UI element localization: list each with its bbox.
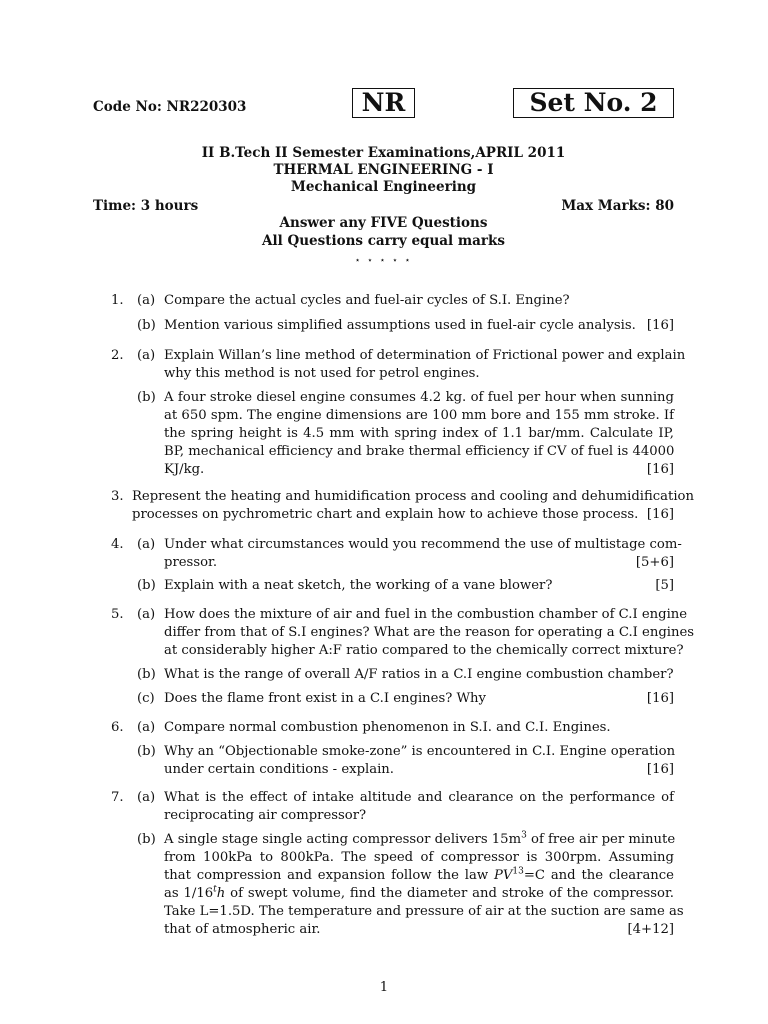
question-text-line: Explain Willan’s line method of determination of Frictional power and explain	[164, 348, 686, 363]
page-number: 1	[379, 980, 389, 995]
question-text-line: Represent the heating and humidification process and cooling and dehumidification	[132, 489, 694, 504]
text-segment: of swept volume, find the diameter and stroke of the compressor.	[225, 886, 674, 901]
question-text-line	[164, 831, 674, 849]
nr-box: NR	[352, 88, 415, 118]
question-number: 4.	[111, 537, 124, 552]
subpart-label: (a)	[137, 537, 156, 552]
question-text-line: Under what circumstances would you recommend the use of multistage com-	[164, 537, 682, 552]
subject-title: THERMAL ENGINEERING - I	[273, 162, 494, 178]
exam-title: II B.Tech II Semester Examinations,APRIL 2011	[201, 145, 566, 161]
question-text-line: reciprocating air compressor?	[164, 808, 367, 823]
question-text-line: Compare normal combustion phenomenon in S.I. and C.I. Engines.	[164, 720, 611, 735]
marks-label: [16]	[646, 507, 674, 522]
question-text-line: Explain with a neat sketch, the working of a vane blower?	[164, 578, 553, 593]
superscript: 3	[521, 830, 527, 841]
question-text-line: BP, mechanical efficiency and brake thermal efficiency if CV of fuel is 44000	[164, 444, 675, 459]
subpart-label: (b)	[137, 832, 156, 847]
subpart-label: (a)	[137, 348, 156, 363]
question-text-line: Compare the actual cycles and fuel-air cycles of S.I. Engine?	[164, 293, 570, 308]
question-text-line: Why an “Objectionable smoke-zone” is encountered in C.I. Engine operation	[164, 744, 676, 759]
question-text-line: from 100kPa to 800kPa. The speed of compressor is 300rpm. Assuming	[164, 850, 674, 865]
math-variable: h	[216, 886, 226, 901]
marks-label: [5]	[655, 578, 674, 593]
question-text-line: A four stroke diesel engine consumes 4.2 kg. of fuel per hour when sunning	[164, 390, 674, 405]
marks-label: [16]	[646, 318, 674, 333]
question-text-line: pressor.	[164, 555, 218, 570]
question-text-line: processes on pychrometric chart and explain how to achieve those process.	[132, 507, 639, 522]
subpart-label: (a)	[137, 790, 156, 805]
text-segment: of free air per minute	[526, 832, 676, 847]
marks-label: [16]	[646, 462, 674, 477]
marks-label: [5+6]	[635, 555, 674, 570]
max-marks-label: Max Marks: 80	[561, 198, 674, 214]
text-segment: =C and the clearance	[523, 868, 674, 883]
header-row	[93, 88, 674, 122]
branch-title: Mechanical Engineering	[290, 179, 477, 195]
question-number: 6.	[111, 720, 124, 735]
instruction-marks: All Questions carry equal marks	[262, 233, 505, 249]
text-segment: A single stage single acting compressor delivers 15m	[164, 832, 522, 847]
question-number: 5.	[111, 607, 124, 622]
subpart-label: (b)	[137, 667, 156, 682]
subpart-label: (a)	[137, 720, 156, 735]
question-text-line	[164, 885, 674, 903]
question-text-line: How does the mixture of air and fuel in the combustion chamber of C.I engine	[164, 607, 688, 622]
instruction-answer: Answer any FIVE Questions	[279, 215, 488, 231]
question-text-line: differ from that of S.I engines? What are the reason for operating a C.I engines	[164, 625, 695, 640]
set-number-box: Set No. 2	[513, 88, 674, 118]
question-text-line: that of atmospheric air.	[164, 922, 321, 937]
marks-label: [16]	[646, 762, 674, 777]
text-segment: as 1/16	[164, 886, 214, 901]
question-text-line: Does the flame front exist in a C.I engines? Why	[164, 691, 487, 706]
question-text-line: What is the effect of intake altitude and clearance on the performance of	[164, 790, 674, 805]
text-segment: that compression and expansion follow the law	[164, 868, 494, 883]
question-text-line	[164, 867, 674, 885]
question-text-line: at 650 spm. The engine dimensions are 100 mm bore and 155 mm stroke. If	[164, 408, 674, 423]
time-marks-row	[93, 197, 674, 215]
subpart-label: (c)	[137, 691, 155, 706]
question-number: 1.	[111, 293, 124, 308]
question-number: 7.	[111, 790, 124, 805]
subpart-label: (a)	[137, 607, 156, 622]
question-number: 3.	[111, 489, 124, 504]
subpart-label: (b)	[137, 318, 156, 333]
question-text-line: Mention various simplified assumptions used in fuel-air cycle analysis.	[164, 318, 636, 333]
question-text-line: What is the range of overall A/F ratios in a C.I engine combustion chamber?	[164, 667, 674, 682]
subpart-label: (a)	[137, 293, 156, 308]
code-number: Code No: NR220303	[93, 99, 247, 115]
question-text-line: at considerably higher A:F ratio compared to the chemically correct mixture?	[164, 643, 684, 658]
subpart-label: (b)	[137, 390, 156, 405]
superscript: t	[213, 884, 217, 895]
superscript: 13	[512, 866, 524, 877]
stars-divider: ⋆ ⋆ ⋆ ⋆ ⋆	[354, 256, 413, 266]
time-label: Time: 3 hours	[93, 198, 199, 214]
question-text-line: Take L=1.5D. The temperature and pressure of air at the suction are same as	[164, 904, 684, 919]
subpart-label: (b)	[137, 744, 156, 759]
question-text-line: under certain conditions - explain.	[164, 762, 394, 777]
math-variable: PV	[494, 868, 513, 883]
marks-label: [16]	[646, 691, 674, 706]
question-text-line: KJ/kg.	[164, 462, 205, 477]
question-text-line: the spring height is 4.5 mm with spring index of 1.1 bar/mm. Calculate IP,	[164, 426, 674, 441]
marks-label: [4+12]	[627, 922, 674, 937]
question-number: 2.	[111, 348, 124, 363]
question-text-line: why this method is not used for petrol engines.	[164, 366, 480, 381]
subpart-label: (b)	[137, 578, 156, 593]
